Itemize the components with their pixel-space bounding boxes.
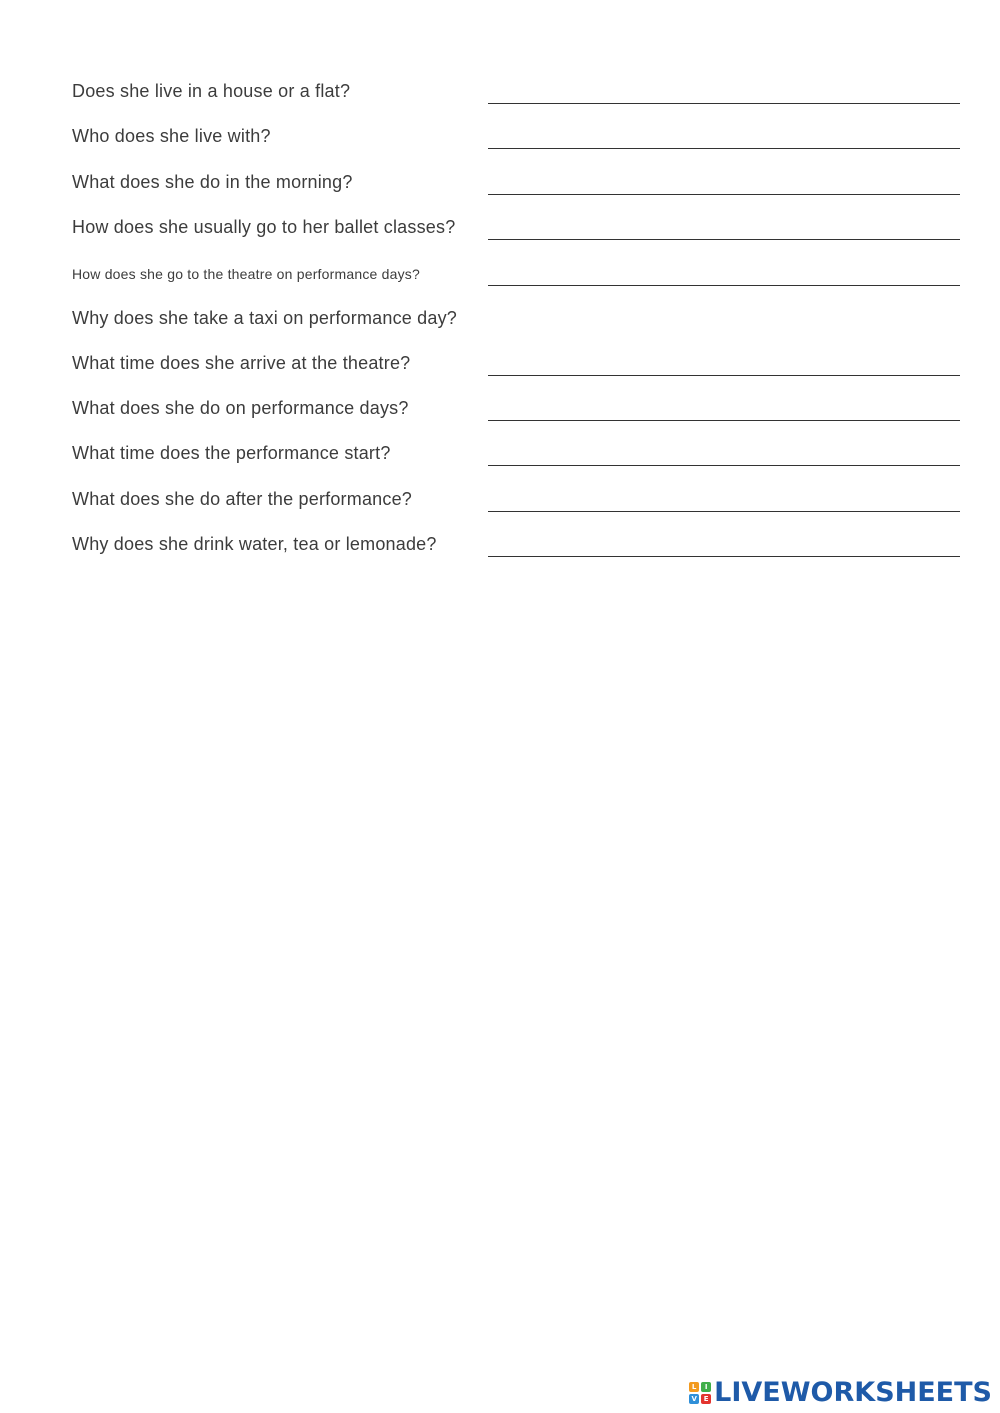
- answer-line[interactable]: [488, 103, 960, 104]
- question-text: How does she usually go to her ballet classes?: [72, 217, 456, 237]
- question-text: Why does she take a taxi on performance day?: [72, 308, 458, 328]
- question-text: How does she go to the theatre on performance days?: [72, 266, 420, 282]
- question-text: Who does she live with?: [72, 126, 271, 146]
- liveworksheets-logo: [689, 1379, 992, 1407]
- question-row: [72, 438, 960, 468]
- question-text: What does she do in the morning?: [72, 172, 353, 192]
- answer-line[interactable]: [488, 148, 960, 149]
- answer-line[interactable]: [488, 511, 960, 512]
- question-row: [72, 212, 960, 242]
- logo-cell: E: [701, 1394, 711, 1404]
- question-text: Why does she drink water, tea or lemonade?: [72, 534, 437, 554]
- question-text: What does she do after the performance?: [72, 489, 412, 509]
- question-row: [72, 167, 960, 197]
- logo-cell: V: [689, 1394, 699, 1404]
- question-row: [72, 121, 960, 151]
- question-row: [72, 76, 960, 106]
- question-row: [72, 529, 960, 559]
- answer-line[interactable]: [488, 465, 960, 466]
- question-text: Does she live in a house or a flat?: [72, 81, 351, 101]
- answer-line[interactable]: [488, 285, 960, 286]
- question-row: [72, 258, 960, 288]
- question-row: [72, 303, 960, 333]
- logo-cell: L: [689, 1382, 699, 1392]
- question-text: What time does she arrive at the theatre?: [72, 353, 411, 373]
- question-text: What does she do on performance days?: [72, 398, 409, 418]
- logo-cell: I: [701, 1382, 711, 1392]
- answer-line[interactable]: [488, 556, 960, 557]
- answer-line[interactable]: [488, 375, 960, 376]
- question-text: What time does the performance start?: [72, 443, 391, 463]
- answer-line[interactable]: [488, 194, 960, 195]
- logo-icon: [689, 1382, 711, 1404]
- question-row: [72, 484, 960, 514]
- answer-line[interactable]: [488, 239, 960, 240]
- answer-line[interactable]: [488, 420, 960, 421]
- logo-text: LIVEWORKSHEETS: [714, 1377, 992, 1408]
- question-row: [72, 393, 960, 423]
- question-row: [72, 348, 960, 378]
